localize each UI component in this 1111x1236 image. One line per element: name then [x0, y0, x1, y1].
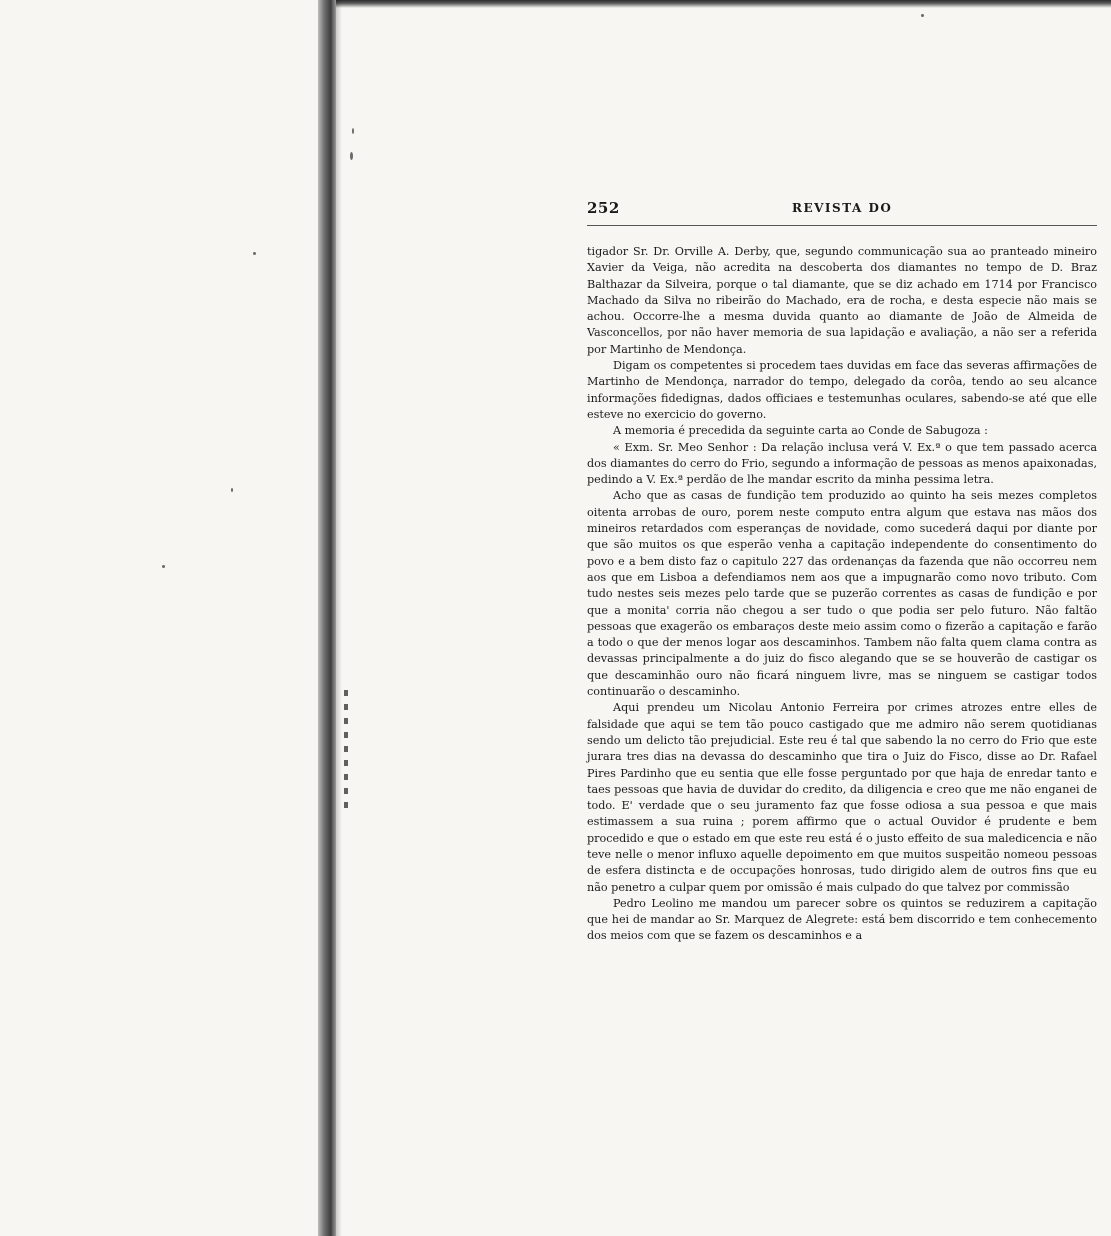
- scan-speck: [921, 14, 924, 17]
- paragraph: Pedro Leolino me mandou um parecer sobre os quintos se reduzirem a capitação que hei de mandar ao Sr. Marquez de Alegrete: está bem discorrido e tem conhecemento dos meios com que se fazem os descaminhos e a: [587, 896, 1097, 943]
- paragraph: Aqui prendeu um Nicolau Antonio Ferreira por crimes atrozes entre elles de falsidade que aqui se tem tão pouco castigado que me admiro não serem quotidianas sendo um delicto tão prejudicial. Este reu é tal que sabendo la no cerro do Frio que este jurara tres dias na devassa do descaminho que tira o Juiz do Fisco, disse ao Dr. Rafael Pires Pardinho que eu sentia que elle fosse perguntado por que haja de enredar tanto e taes pessoas que havia de duvidar do credito, da diligencia e creo que me não enganei de todo. E' verdade que o seu juramento faz que fosse odiosa a sua pessoa e que mais estimassem a sua ruina ; porem affirmo que o actual Ouvidor é prudente e bem procedido e que o estado em que este reu está é o justo effeito de sua maledicencia e não teve nelle o menor influxo aquelle depoimento em que muitos suspeitão nomeou pessoas de esfera distincta e de occupações honrosas, tudo dirigido alem de outros fins que eu não penetro a culpar quem por omissão é mais culpado do que talvez por commissão: [587, 701, 1097, 894]
- page-number: 252: [587, 199, 620, 217]
- page-header: [587, 199, 1097, 221]
- paragraph: A memoria é precedida da seguinte carta ao Conde de Sabugoza :: [613, 424, 988, 438]
- scan-speck: [352, 128, 354, 134]
- page-top-edge: [330, 0, 1111, 8]
- scan-speck: [350, 152, 353, 160]
- scan-speck: [162, 565, 165, 568]
- gutter-shadow: [336, 0, 342, 1236]
- running-head: REVISTA DO: [792, 201, 893, 215]
- margin-marks: [344, 690, 348, 810]
- paragraph: « Exm. Sr. Meo Senhor : Da relação inclusa verá V. Ex.ª o que tem passado acerca dos diamantes do cerro do Frio, segundo a informação de pessoas as menos apaixonadas, pedindo a V. Ex.ª perdão de lhe mandar escrito da minha pessima letra.: [587, 440, 1097, 487]
- scan-speck: [253, 252, 256, 255]
- binding-gutter: [318, 0, 336, 1236]
- scan-speck: [231, 488, 233, 492]
- paragraph: Acho que as casas de fundição tem produzido ao quinto ha seis mezes completos oitenta arrobas de ouro, porem neste computo entra algum que estava nas mãos dos mineiros retardados com esperanças de novidade, como sucederá daqui por diante por que são muitos os que esperão venha a capitação independente do consentimento do povo e a bem disto faz o capitulo 227 das ordenanças da fazenda que não occorreu nem aos que em Lisboa a defendiamos nem aos que a impugnarão como novo tributo. Com tudo nestes seis mezes pelo tarde que se puzerão correntes as casas de fundição e por que a monita' corria não chegou a ser tudo o que podia ser pelo futuro. Não faltão pessoas que exagerão os embaraços deste meio assim como o fizerão a capitação e farão a todo o que der menos logar aos descaminhos. Tambem não falta quem clama contra as devassas principalmente a do juiz do fisco alegando que se se houverão de castigar os que descaminhão ouro não ficará ninguem livre, mas se ninguem se castigar todos continuarão o descaminho.: [587, 489, 1097, 699]
- header-rule: [587, 225, 1097, 226]
- paragraph: Digam os competentes si procedem taes duvidas em face das severas affirmações de Martinho de Mendonça, narrador do tempo, delegado da corôa, tendo ao seu alcance informações fidedignas, dados officiaes e testemunhas oculares, sabendo-se até que elle esteve no exercicio do governo.: [587, 359, 1097, 421]
- body-text: [587, 244, 1097, 945]
- paragraph: tigador Sr. Dr. Orville A. Derby, que, segundo communicação sua ao pranteado mineiro Xavier da Veiga, não acredita na descoberta dos diamantes no tempo de D. Braz Balthazar da Silveira, porque o tal diamante, que se diz achado em 1714 por Francisco Machado da Silva no ribeirão do Machado, era de rocha, e desta especie não mais se achou. Occorre-lhe a mesma duvida quanto ao diamante de João de Almeida de Vasconcellos, por não haver memoria de sua lapidação e avaliação, a não ser a referida por Martinho de Mendonça.: [587, 245, 1097, 356]
